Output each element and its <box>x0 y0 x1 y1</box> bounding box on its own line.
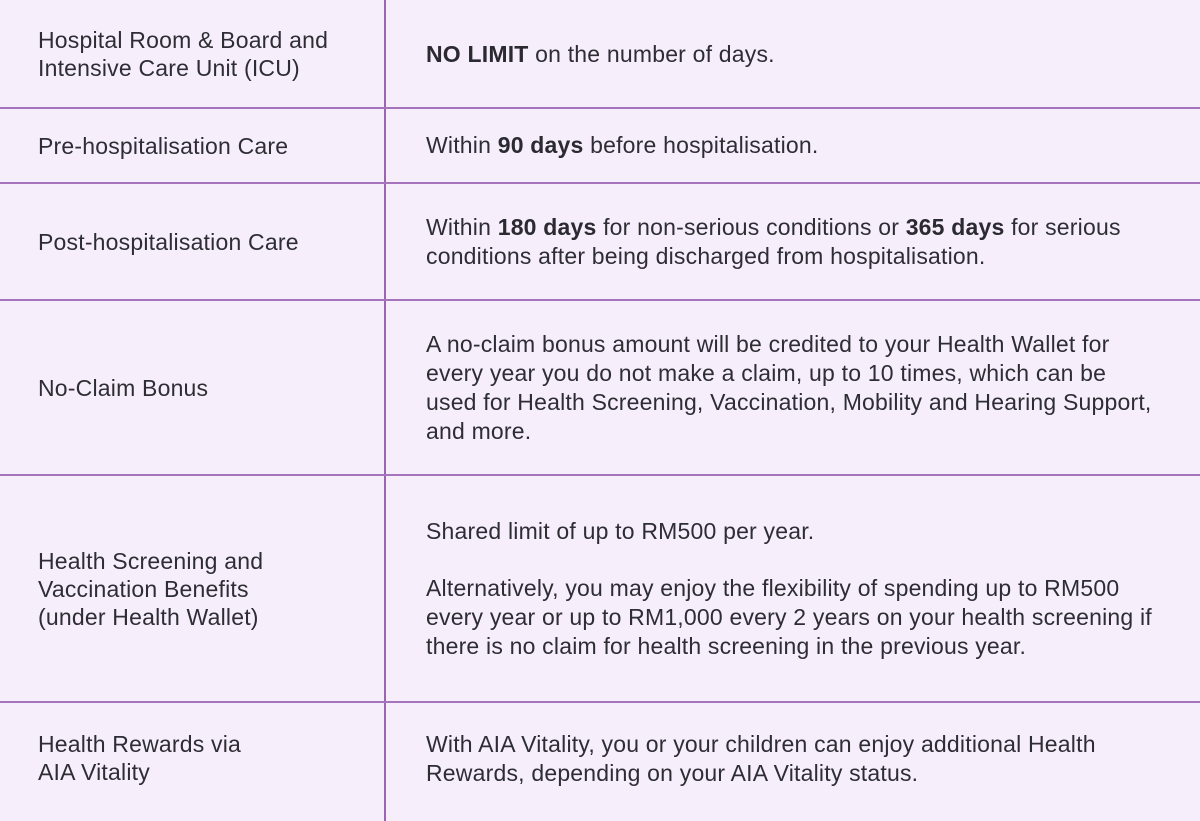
description-text: Within <box>426 132 498 158</box>
benefit-name-text: Pre-hospitalisation Care <box>38 132 289 159</box>
row-divider <box>0 107 1200 109</box>
benefit-description-text <box>426 131 1160 160</box>
row-divider <box>0 182 1200 184</box>
benefit-name-text: Health Screening and Vaccination Benefits (under Health Wallet) <box>38 547 264 630</box>
row-divider <box>0 701 1200 703</box>
benefit-description-text: A no-claim bonus amount will be credited to your Health Wallet for every year you do not make a claim, up to 10 times, which can be used for Health Screening, Vaccination, Mobility and Hearing Support, and more. <box>426 330 1152 444</box>
table-row <box>0 183 1200 300</box>
table-row <box>0 108 1200 183</box>
description-text: on the number of days. <box>528 40 775 67</box>
benefit-name <box>0 475 386 702</box>
benefit-name <box>0 702 386 821</box>
benefit-description-text <box>426 213 1160 271</box>
benefit-description-text <box>426 40 1160 69</box>
emphasis-text: NO LIMIT <box>426 40 529 67</box>
benefit-description <box>386 183 1200 300</box>
benefit-name-text: Post-hospitalisation Care <box>38 228 299 255</box>
benefit-name <box>0 0 386 108</box>
benefit-name <box>0 300 386 475</box>
description-text: for serious conditions after being discharged from hospitalisation. <box>426 213 1121 269</box>
benefit-description <box>386 702 1200 821</box>
benefit-name-text: Health Rewards via AIA Vitality <box>38 731 242 785</box>
emphasis-text: 90 days <box>497 132 584 158</box>
benefit-description <box>386 108 1200 183</box>
column-divider <box>384 0 386 821</box>
benefit-description-text: With AIA Vitality, you or your children can enjoy additional Health Rewards, depending on your AIA Vitality status. <box>426 731 1096 786</box>
benefit-name <box>0 183 386 300</box>
emphasis-text: 365 days <box>905 213 1005 240</box>
table-row <box>0 300 1200 475</box>
description-text: Within <box>426 213 498 240</box>
benefit-name-text: Hospital Room & Board and Intensive Care Unit (ICU) <box>38 27 329 81</box>
table-row <box>0 475 1200 702</box>
emphasis-text: 180 days <box>497 213 597 240</box>
benefit-description-text: Shared limit of up to RM500 per year. <box>426 517 815 544</box>
table-row <box>0 702 1200 821</box>
benefit-description <box>386 0 1200 108</box>
benefit-name <box>0 108 386 183</box>
benefit-description-text: Alternatively, you may enjoy the flexibility of spending up to RM500 every year or up to RM1,000 every 2 years on your health screening if there is no claim for health screening in the previous year. <box>426 574 1152 659</box>
table-row <box>0 0 1200 108</box>
description-text: for non-serious conditions or <box>596 213 906 240</box>
row-divider <box>0 299 1200 301</box>
benefit-description <box>386 300 1200 475</box>
row-divider <box>0 474 1200 476</box>
description-text: before hospitalisation. <box>583 132 819 158</box>
benefit-description <box>386 475 1200 702</box>
benefit-name-text: No-Claim Bonus <box>38 374 209 401</box>
